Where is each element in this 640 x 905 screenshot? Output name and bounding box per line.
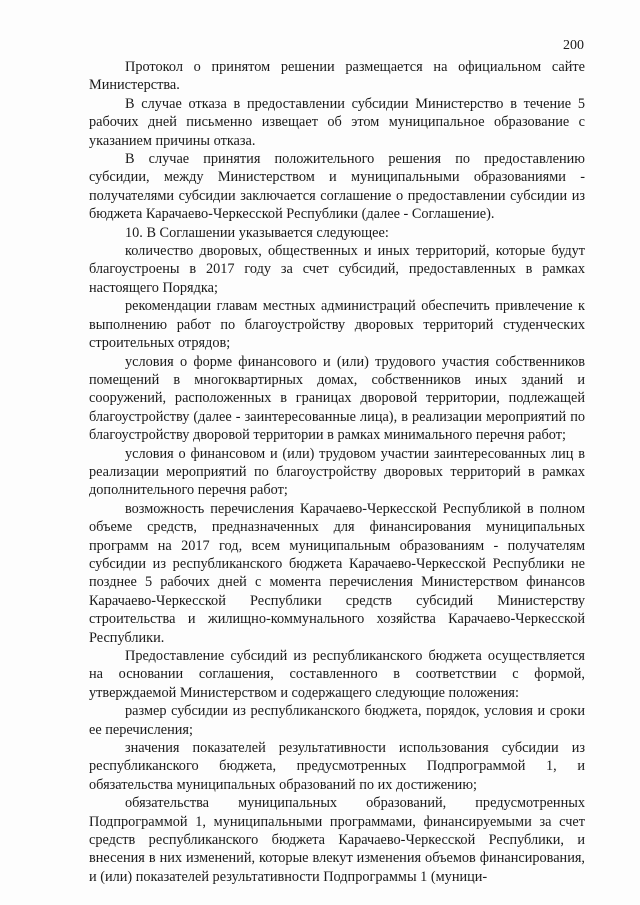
paragraph: рекомендации главам местных администраций обеспечить привлечение к выполнению работ по благоустройству дворовых территорий студенческих строительных отрядов; <box>89 298 585 352</box>
paragraph: размер субсидии из республиканского бюджета, порядок, условия и сроки ее перечисления; <box>89 703 585 738</box>
paragraph: Протокол о принятом решении размещается на официальном сайте Министерства. <box>89 59 585 94</box>
document-body <box>89 58 585 886</box>
paragraph: условия о финансовом и (или) трудовом участии заинтересованных лиц в реализации мероприятий по благоустройству дворовых территорий в рамках дополнительного перечня работ; <box>89 445 585 499</box>
paragraph: возможность перечисления Карачаево-Черкесской Республикой в полном объеме средств, предназначенных для финансирования муниципальных программ на 2017 год, всем муниципальным образованиям - получателям субсидии из республиканского бюджета Карачаево-Черкесской Республики не позднее 5 рабочих дней с момента перечисления Министерством финансов Карачаево-Черкесской Республики средств субсидий Министерству строительства и жилищно-коммунального хозяйства Карачаево-Черкесской Республики. <box>89 500 585 646</box>
page-number: 200 <box>563 38 584 53</box>
paragraph: Предоставление субсидий из республиканского бюджета осуществляется на основании соглашения, составленного в соответствии с формой, утверждаемой Министерством и содержащего следующие положения: <box>89 648 585 701</box>
paragraph: В случае отказа в предоставлении субсидии Министерство в течение 5 рабочих дней письменно извещает об этом муниципальное образование с указанием причины отказа. <box>89 95 585 149</box>
paragraph: количество дворовых, общественных и иных территорий, которые будут благоустроены в 2017 году за счет субсидий, предоставленных в рамках настоящего Порядка; <box>89 243 585 296</box>
paragraph: 10. В Соглашении указывается следующее: <box>125 224 389 241</box>
paragraph: В случае принятия положительного решения по предоставлению субсидии, между Министерством и муниципальными образованиями - получателями субсидии заключается соглашение о предоставлении субсидии из бюджета Карачаево-Черкесской Республики (далее - Соглашение). <box>89 151 585 223</box>
paragraph: обязательства муниципальных образований, предусмотренных Подпрограммой 1, муниципальными программами, финансируемыми за счет средств республиканского бюджета Карачаево-Черкесской Республики, и внесения в них изменений, которые влекут изменения объемов финансирования, и (или) показателей результативности Подпрограммы 1 (муници- <box>89 795 585 885</box>
paragraph: условия о форме финансового и (или) трудового участия собственников помещений в многоквартирных домах, собственников иных зданий и сооружений, расположенных в границах дворовой территории, подлежащей благоустройству (далее - заинтересованные лица), в реализации мероприятий по благоустройству дворовой территории в рамках минимального перечня работ; <box>89 353 585 444</box>
paragraph: значения показателей результативности использования субсидии из республиканского бюджета, предусмотренных Подпрограммой 1, и обязательства муниципальных образований по их достижению; <box>89 740 585 793</box>
